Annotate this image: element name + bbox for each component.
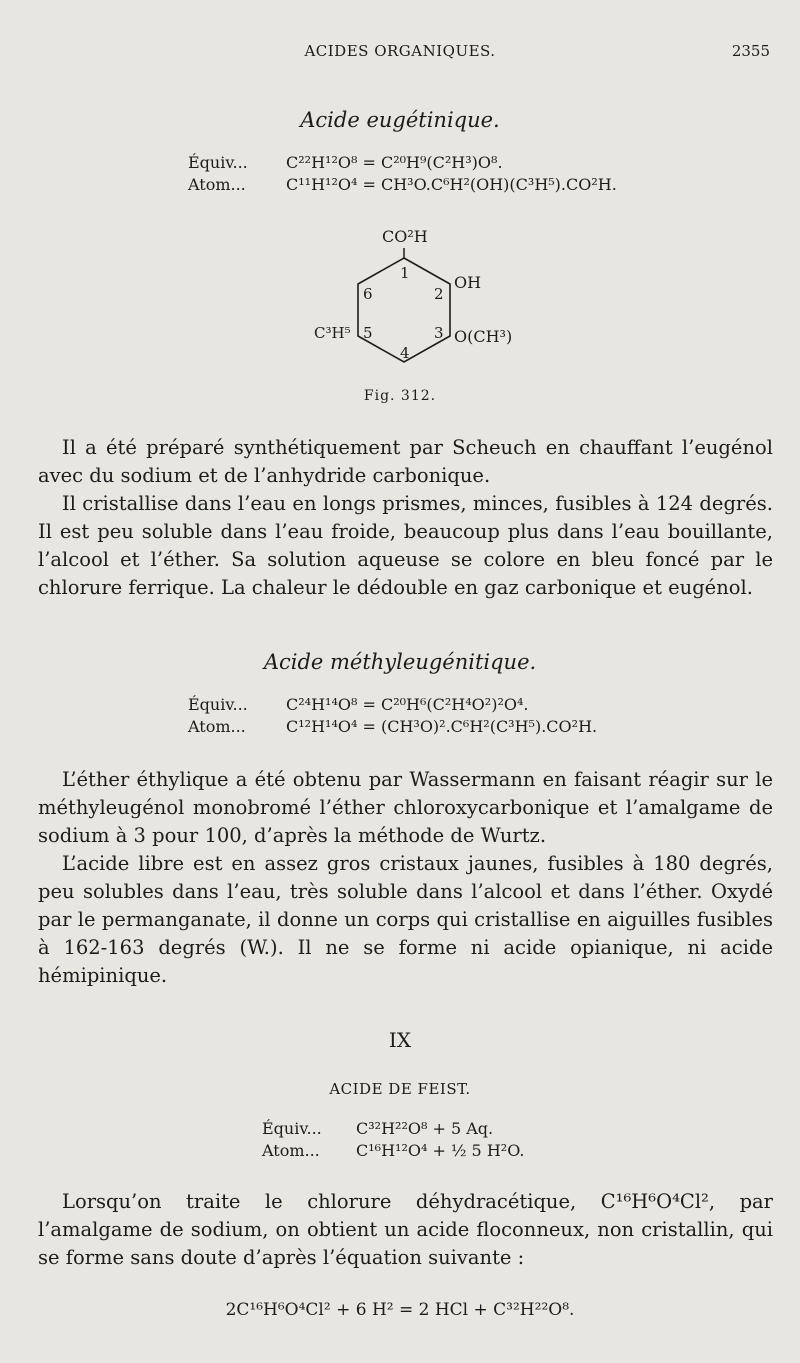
page-header — [0, 42, 800, 66]
formula-label: Équiv... — [188, 695, 248, 714]
position-label: 5 — [363, 324, 373, 342]
group-methoxy-label: O(CH³) — [454, 327, 513, 346]
formula-label: Atom... — [188, 175, 246, 194]
figure-caption: Fig. 312. — [363, 388, 437, 404]
equation: 2C¹⁶H⁶O⁴Cl² + 6 H² = 2 HCl + C³²H²²O⁸. — [225, 1300, 575, 1320]
formula-label: Atom... — [262, 1141, 320, 1160]
position-label: 2 — [434, 285, 444, 303]
formula-row — [262, 1118, 524, 1140]
formula-row — [188, 694, 597, 716]
group-allyl-label: C³H⁵ — [314, 324, 351, 342]
formula-text: C³²H²²O⁸ + 5 Aq. — [356, 1119, 494, 1138]
group-top-label: CO²H — [382, 227, 428, 246]
page-number: 2355 — [731, 42, 770, 60]
formula-text: C¹¹H¹²O⁴ = CH³O.C⁶H²(OH)(C³H⁵).CO²H. — [286, 175, 617, 194]
formula-block-methyleugenitique — [188, 694, 597, 738]
section-number: IX — [388, 1028, 412, 1052]
formula-row — [188, 716, 597, 738]
formula-text: C²²H¹²O⁸ = C²⁰H⁹(C²H³)O⁸. — [286, 153, 503, 172]
running-head: ACIDES ORGANIQUES. — [304, 42, 496, 60]
paragraph-group — [38, 434, 773, 602]
formula-row — [262, 1140, 524, 1162]
paragraph: L’acide libre est en assez gros cristaux jaunes, fusibles à 180 degrés, peu solubles dans l’eau, très soluble dans l’alcool et dans l’éther. Oxydé par le permanganate, il donne un corps qui cristallise en aiguilles fusibles à 162-163 degrés (W.). Il ne se forme ni acide opianique, ni acide hémipinique. — [38, 852, 773, 987]
paragraph: Lorsqu’on traite le chlorure déhydracétique, C¹⁶H⁶O⁴Cl², par l’amalgame de sodium, on obtient un acide floconneux, non cristallin, qui se forme sans doute d’après l’équation suivante : — [38, 1190, 773, 1269]
section-title-feist: ACIDE DE FEIST. — [329, 1080, 471, 1098]
position-label: 3 — [434, 324, 444, 342]
group-oh-label: OH — [454, 273, 482, 292]
formula-text: C¹⁶H¹²O⁴ + ½ 5 H²O. — [356, 1141, 525, 1160]
benzene-ring-diagram — [300, 212, 530, 372]
paragraph: Il cristallise dans l’eau en longs prismes, minces, fusibles à 124 degrés. Il est peu soluble dans l’eau froide, beaucoup plus dans l’eau bouillante, l’alcool et l’éther. Sa solution aqueuse se colore en bleu foncé par le chlorure ferrique. La chaleur le dédouble en gaz carbonique et eugénol. — [38, 492, 773, 599]
section-title-methyleugenitique: Acide méthyleugénitique. — [263, 650, 537, 674]
formula-text: C¹²H¹⁴O⁴ = (CH³O)².C⁶H²(C³H⁵).CO²H. — [286, 717, 598, 736]
paragraph: Il a été préparé synthétiquement par Scheuch en chauffant l’eugénol avec du sodium et de l’anhydride carbonique. — [38, 436, 773, 487]
position-label: 4 — [400, 344, 410, 362]
formula-block-eugetinique — [188, 152, 617, 196]
paragraph: L’éther éthylique a été obtenu par Wassermann en faisant réagir sur le méthyleugénol monobromé l’éther chloroxycarbonique et l’amalgame de sodium à 3 pour 100, d’après la méthode de Wurtz. — [38, 768, 773, 847]
section-title-eugetinique: Acide eugétinique. — [300, 108, 500, 132]
formula-block-feist — [262, 1118, 524, 1162]
formula-label: Atom... — [188, 717, 246, 736]
formula-row — [188, 152, 617, 174]
paragraph-group — [38, 1188, 773, 1272]
formula-label: Équiv... — [188, 153, 248, 172]
formula-label: Équiv... — [262, 1119, 322, 1138]
formula-text: C²⁴H¹⁴O⁸ = C²⁰H⁶(C²H⁴O²)²O⁴. — [286, 695, 529, 714]
paragraph-group — [38, 766, 773, 990]
position-label: 1 — [400, 264, 410, 282]
position-label: 6 — [363, 285, 373, 303]
formula-row — [188, 174, 617, 196]
